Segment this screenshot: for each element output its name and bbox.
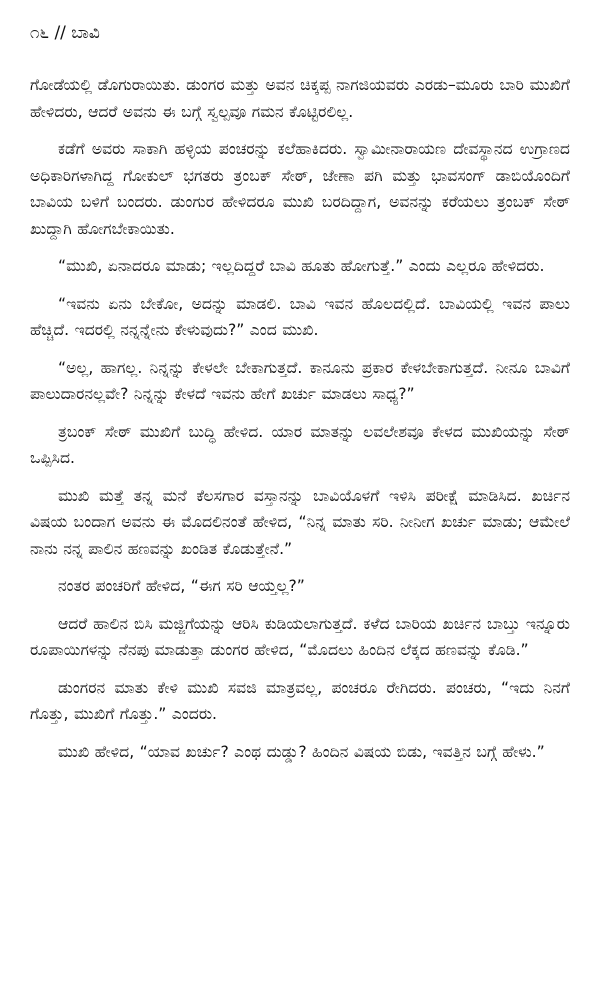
paragraph: “ಅಲ್ಲ, ಹಾಗಲ್ಲ. ನಿನ್ನನ್ನು ಕೇಳಲೇ ಬೇಕಾಗುತ್ತದೆ. ಕಾನೂನು ಪ್ರಕಾರ ಕೇಳಬೇಕಾಗುತ್ತದೆ. ನೀನೂ ಬಾವಿಗೆ ಪಾಲುದಾರನಲ್ಲವೇ? ನಿನ್ನನ್ನು ಕೇಳದೆ ಇವನು ಹೇಗೆ ಖರ್ಚು ಮಾಡಲು ಸಾಧ್ಯ?” [30, 358, 570, 403]
paragraph: ಗೋಡೆಯಲ್ಲಿ ಡೊಗುರಾಯಿತು. ಡುಂಗರ ಮತ್ತು ಅವನ ಚಿಕ್ಕಪ್ಪ ನಾಗಜಿಯವರು ಎರಡು–ಮೂರು ಬಾರಿ ಮುಖಿಗೆ ಹೇಳಿದರು, ಆದರೆ ಅವನು ಈ ಬಗ್ಗೆ ಸ್ವಲ್ಪವೂ ಗಮನ ಕೊಟ್ಟಿರಲಿಲ್ಲ. [30, 76, 570, 121]
book-page [30, 22, 570, 776]
paragraph: ಕಡೆಗೆ ಅವರು ಸಾಕಾಗಿ ಹಳ್ಳಿಯ ಪಂಚರನ್ನು ಕಲೆಹಾಕಿದರು. ಸ್ವಾಮೀನಾರಾಯಣ ದೇವಸ್ಥಾನದ ಉಗ್ರಾಣದ ಅಧಿಕಾರಿಗಳಾಗಿದ್ದ ಗೋಕುಲ್ ಭಗತರು ತ್ರಂಬಕ್ ಸೇಠ್, ಜೇಣಾ ಪಗಿ ಮತ್ತು ಭಾವಸಂಗ್ ಡಾಬಿಯೊಂದಿಗೆ ಬಾವಿಯ ಬಳಿಗೆ ಬಂದರು. ಡುಂಗುರ ಹೇಳಿದರೂ ಮುಖಿ ಬರದಿದ್ದಾಗ, ಅವನನ್ನು ಕರೆಯಲು ತ್ರಂಬಕ್ ಸೇಠ್ ಖುದ್ದಾಗಿ ಹೋಗಬೇಕಾಯಿತು. [30, 140, 570, 238]
paragraph: ತ್ರಬಂಕ್ ಸೇಠ್ ಮುಖಿಗೆ ಬುದ್ಧಿ ಹೇಳಿದ. ಯಾರ ಮಾತನ್ನು ಲವಲೇಶವೂ ಕೇಳದ ಮುಖಿಯನ್ನು ಸೇಠ್ ಒಪ್ಪಿಸಿದ. [30, 422, 570, 467]
paragraph: ಆದರೆ ಹಾಲಿನ ಬಿಸಿ ಮಜ್ಜಿಗೆಯನ್ನು ಆರಿಸಿ ಕುಡಿಯಲಾಗುತ್ತದೆ. ಕಳೆದ ಬಾರಿಯ ಖರ್ಚಿನ ಬಾಬ್ತು ಇನ್ನೂರು ರೂಪಾಯಿಗಳನ್ನು ನೆನಪು ಮಾಡುತ್ತಾ ಡುಂಗರ ಹೇಳಿದ, “ಮೊದಲು ಹಿಂದಿನ ಲೆಕ್ಕದ ಹಣವನ್ನು ಕೊಡಿ.” [30, 614, 570, 659]
paragraph: ನಂತರ ಪಂಚರಿಗೆ ಹೇಳಿದ, “ಈಗ ಸರಿ ಆಯ್ತಲ್ಲ?” [58, 577, 305, 595]
paragraph: “ಇವನು ಏನು ಬೇಕೋ, ಅದನ್ನು ಮಾಡಲಿ. ಬಾವಿ ಇವನ ಹೊಲದಲ್ಲಿದೆ. ಬಾವಿಯಲ್ಲಿ ಇವನ ಪಾಲು ಹೆಚ್ಚಿದೆ. ಇದರಲ್ಲಿ ನನ್ನನ್ನೇನು ಕೇಳುವುದು?” ಎಂದ ಮುಖಿ. [30, 294, 570, 339]
paragraph: ಮುಖಿ ಮತ್ತೆ ತನ್ನ ಮನೆ ಕೆಲಸಗಾರ ವಸ್ತಾನನ್ನು ಬಾವಿಯೊಳಗೆ ಇಳಿಸಿ ಪರೀಕ್ಷೆ ಮಾಡಿಸಿದ. ಖರ್ಚಿನ ವಿಷಯ ಬಂದಾಗ ಅವನು ಈ ಮೊದಲಿನಂತೆ ಹೇಳಿದ, “ನಿನ್ನ ಮಾತು ಸರಿ. ನೀನೀಗ ಖರ್ಚು ಮಾಡು; ಆಮೇಲೆ ನಾನು ನನ್ನ ಪಾಲಿನ ಹಣವನ್ನು ಖಂಡಿತ ಕೊಡುತ್ತೇನೆ.” [30, 486, 570, 558]
paragraph: “ಮುಖಿ, ಏನಾದರೂ ಮಾಡು; ಇಲ್ಲದಿದ್ದರೆ ಬಾವಿ ಹೂತು ಹೋಗುತ್ತೆ.” ಎಂದು ಎಲ್ಲರೂ ಹೇಳಿದರು. [58, 257, 545, 275]
paragraph: ಮುಖಿ ಹೇಳಿದ, “ಯಾವ ಖರ್ಚು? ಎಂಥ ದುಡ್ಡು? ಹಿಂದಿನ ವಿಷಯ ಬಿಡು, ಇವತ್ತಿನ ಬಗ್ಗೆ ಹೇಳು.” [58, 742, 545, 761]
paragraph: ಡುಂಗರನ ಮಾತು ಕೇಳಿ ಮುಖಿ ಸವಜಿ ಮಾತ್ರವಲ್ಲ, ಪಂಚರೂ ರೇಗಿದರು. ಪಂಚರು, “ಇದು ನಿನಗೆ ಗೊತ್ತು, ಮುಖಿಗೆ ಗೊತ್ತು.” ಎಂದರು. [30, 678, 570, 723]
running-head: ೧೬ // ಬಾವಿ [30, 23, 100, 43]
